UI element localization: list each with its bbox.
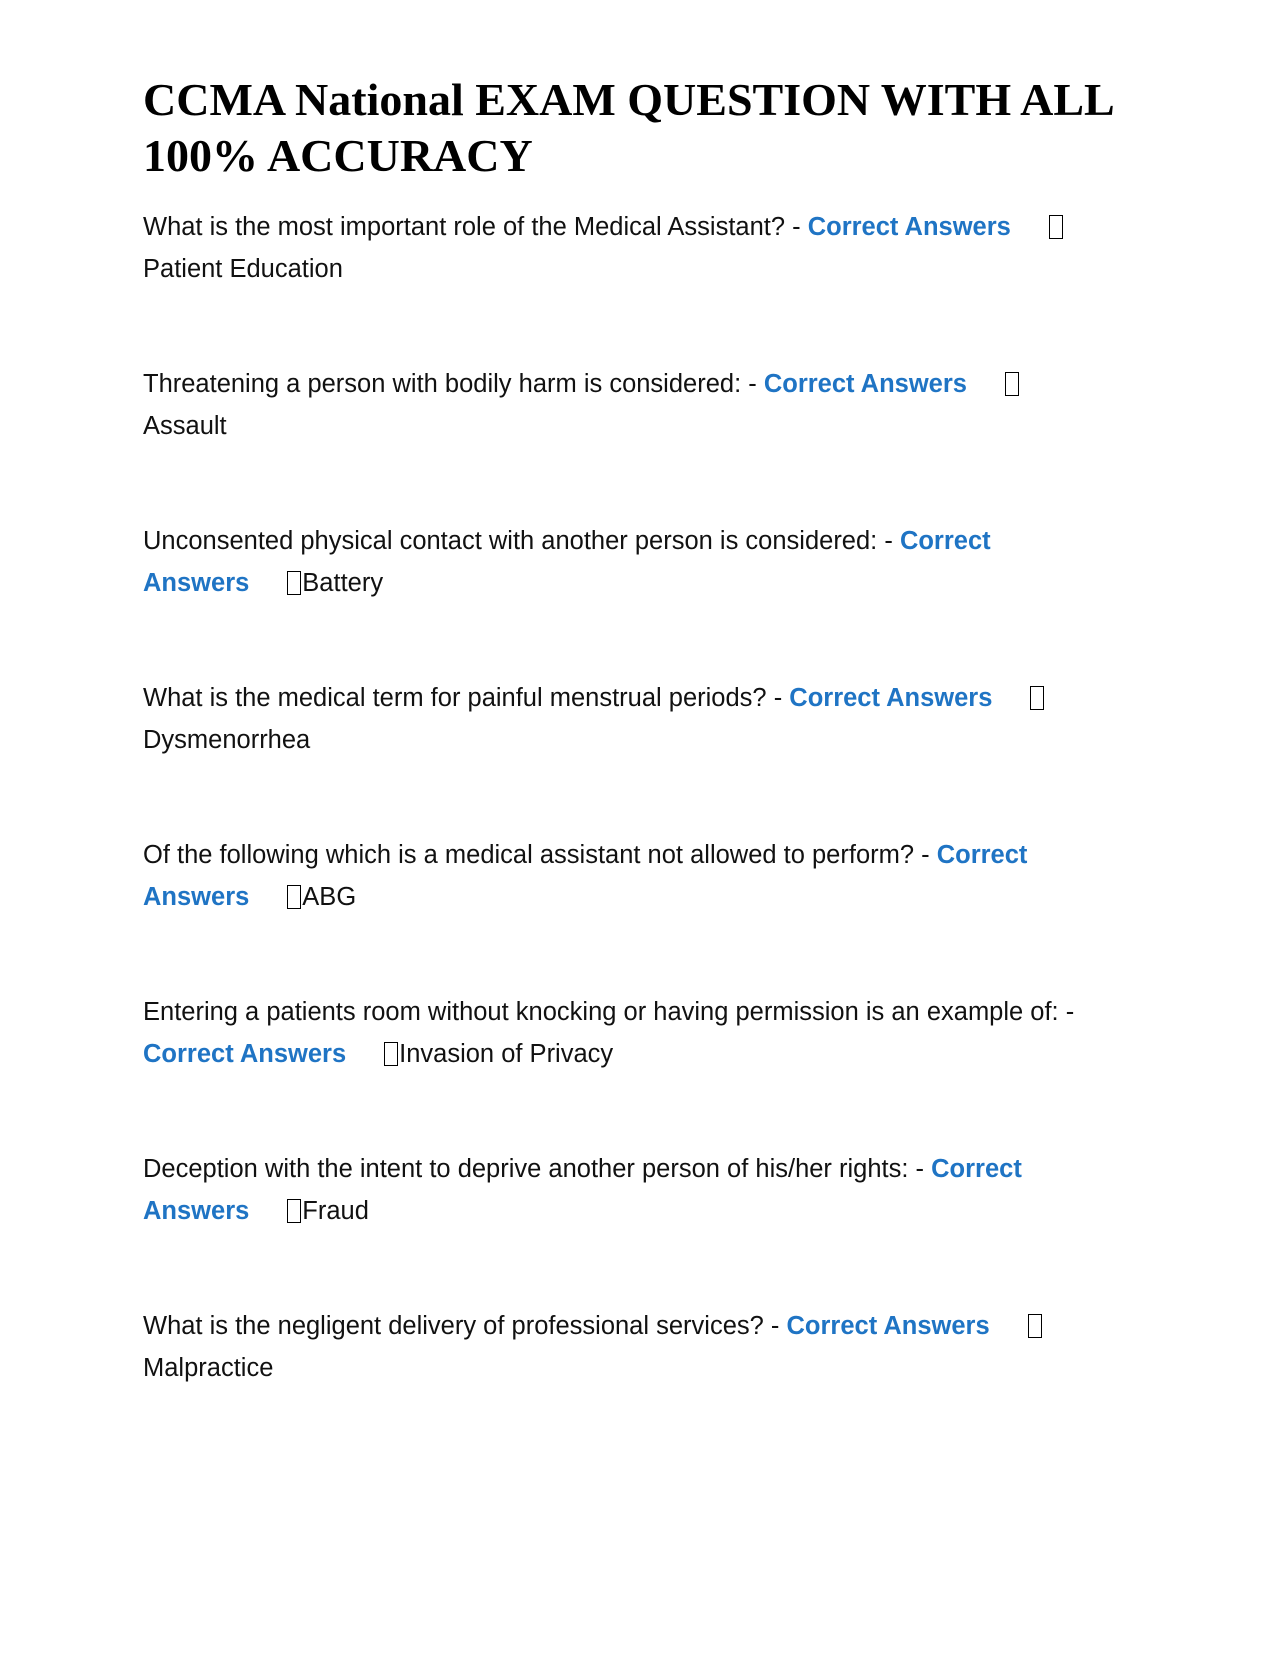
- question-text: What is the most important role of the Medical Assistant?: [143, 213, 786, 241]
- answer-text: Patient Education: [143, 255, 343, 283]
- question-text: Deception with the intent to deprive another person of his/her rights:: [143, 1155, 909, 1183]
- answer-text: Invasion of Privacy: [399, 1040, 614, 1068]
- question-text: Threatening a person with bodily harm is considered:: [143, 370, 742, 398]
- separator: -: [1058, 998, 1075, 1026]
- correct-answers-label: Correct Answers: [143, 1040, 347, 1068]
- separator: -: [877, 527, 900, 555]
- correct-answers-label: Correct Answers: [786, 1312, 990, 1340]
- missing-glyph-box-icon: [287, 885, 301, 909]
- separator: -: [908, 1155, 932, 1183]
- answer-text: Battery: [302, 569, 384, 597]
- correct-answers-label: Correct Answers: [807, 213, 1011, 241]
- missing-glyph-box-icon: [287, 1199, 301, 1223]
- correct-answers-label: Correct Answers: [789, 684, 993, 712]
- missing-glyph-box-icon: [287, 571, 301, 595]
- question-item: [143, 677, 1078, 761]
- question-text: Entering a patients room without knocking or having permission is an example of:: [143, 998, 1059, 1026]
- question-text: What is the medical term for painful menstrual periods?: [143, 684, 767, 712]
- answer-text: Assault: [143, 412, 227, 440]
- correct-answers-label: Correct Answers: [763, 370, 967, 398]
- question-item: [143, 991, 1078, 1075]
- document-title: CCMA National EXAM QUESTION WITH ALL 100% ACCURACY: [143, 74, 1113, 181]
- missing-glyph-box-icon: [1028, 1314, 1042, 1338]
- missing-glyph-box-icon: [1030, 686, 1044, 710]
- correct-answers-label: Correct Answers: [143, 527, 991, 597]
- question-text: Unconsented physical contact with another person is considered:: [143, 527, 878, 555]
- correct-answers-label: Correct Answers: [143, 841, 1028, 911]
- separator: -: [785, 213, 808, 241]
- question-item: [143, 520, 1078, 604]
- answer-text: ABG: [302, 883, 357, 911]
- question-item: [143, 206, 1078, 290]
- separator: -: [741, 370, 764, 398]
- question-item: [143, 363, 1078, 447]
- question-item: [143, 1148, 1078, 1232]
- missing-glyph-box-icon: [1049, 215, 1063, 239]
- question-item: [143, 834, 1078, 918]
- missing-glyph-box-icon: [384, 1042, 398, 1066]
- answer-text: Fraud: [302, 1197, 369, 1225]
- separator: -: [914, 841, 937, 869]
- question-item: [143, 1305, 1078, 1389]
- separator: -: [763, 1312, 787, 1340]
- question-text: What is the negligent delivery of professional services?: [143, 1312, 764, 1340]
- answer-text: Malpractice: [143, 1354, 274, 1382]
- separator: -: [766, 684, 790, 712]
- correct-answers-label: Correct Answers: [143, 1155, 1022, 1225]
- question-text: Of the following which is a medical assistant not allowed to perform?: [143, 841, 915, 869]
- answer-text: Dysmenorrhea: [143, 726, 311, 754]
- missing-glyph-box-icon: [1005, 372, 1019, 396]
